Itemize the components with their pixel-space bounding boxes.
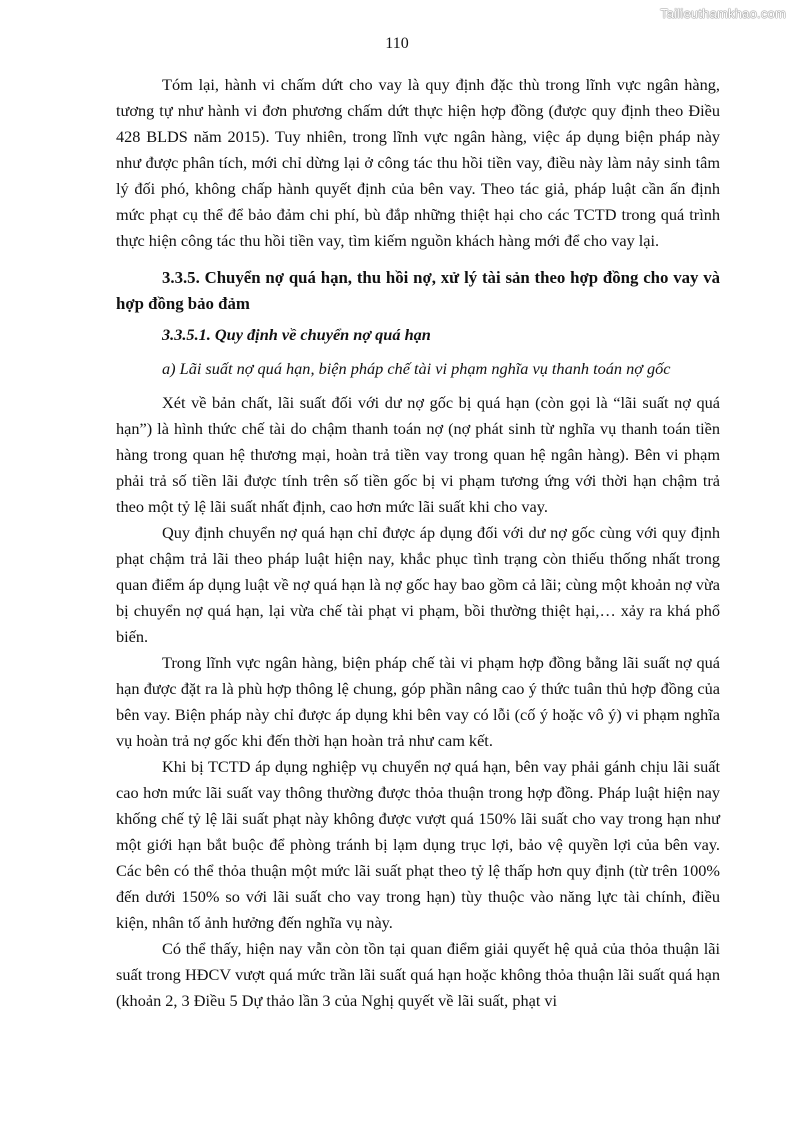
section-heading: 3.3.5. Chuyển nợ quá hạn, thu hồi nợ, xử lý tài sản theo hợp đồng cho vay và hợp đồng bảo đảm [116, 268, 720, 313]
paragraph: Xét về bản chất, lãi suất đối với dư nợ gốc bị quá hạn (còn gọi là “lãi suất nợ quá hạn”) là hình thức chế tài do chậm thanh toán nợ (nợ phát sinh từ nghĩa vụ thanh toán tiền hàng trong quan hệ thương mại, hoàn trả tiền vay trong quan hệ ngân hàng). Bên vi phạm phải trả số tiền lãi được tính trên số tiền gốc bị vi phạm tương ứng với thời hạn chậm trả theo một tỷ lệ lãi suất nhất định, cao hơn mức lãi suất khi cho vay. [116, 393, 720, 516]
item-heading: a) Lãi suất nợ quá hạn, biện pháp chế tài vi phạm nghĩa vụ thanh toán nợ gốc [162, 359, 671, 378]
paragraph: Trong lĩnh vực ngân hàng, biện pháp chế tài vi phạm hợp đồng bằng lãi suất nợ quá hạn được đặt ra là phù hợp thông lệ chung, góp phần nâng cao ý thức tuân thủ hợp đồng của bên vay. Biện pháp này chỉ được áp dụng khi bên vay có lỗi (cố ý hoặc vô ý) vi phạm nghĩa vụ hoàn trả nợ gốc khi đến thời hạn hoàn trả như cam kết. [116, 653, 720, 750]
document-body [116, 72, 720, 1014]
paragraph: Có thể thấy, hiện nay vẫn còn tồn tại quan điểm giải quyết hệ quả của thỏa thuận lãi suất trong HĐCV vượt quá mức trần lãi suất quá hạn hoặc không thỏa thuận lãi suất quá hạn (khoản 2, 3 Điều 5 Dự thảo lần 3 của Nghị quyết về lãi suất, phạt vi [116, 939, 720, 1010]
page-number: 110 [385, 35, 409, 52]
paragraph: Khi bị TCTD áp dụng nghiệp vụ chuyển nợ quá hạn, bên vay phải gánh chịu lãi suất cao hơn mức lãi suất vay thông thường được thỏa thuận trong hợp đồng. Pháp luật hiện nay khống chế tỷ lệ lãi suất phạt này không được vượt quá 150% lãi suất cho vay trong hạn như một giới hạn bắt buộc để phòng tránh bị lạm dụng trục lợi, bảo vệ quyền lợi của bên vay. Các bên có thể thỏa thuận một mức lãi suất phạt theo tỷ lệ thấp hơn quy định (từ trên 100% đến dưới 150% so với lãi suất cho vay trong hạn) tùy thuộc vào năng lực tài chính, điều kiện, nhân tố ảnh hưởng đến nghĩa vụ này. [116, 757, 720, 932]
watermark: Tailieuthamkhao.com [660, 6, 786, 21]
paragraph: Quy định chuyển nợ quá hạn chỉ được áp dụng đối với dư nợ gốc cùng với quy định phạt chậm trả lãi theo pháp luật hiện nay, khắc phục tình trạng còn thiếu thống nhất trong quan điểm áp dụng luật về nợ quá hạn là nợ gốc hay bao gồm cả lãi; cùng một khoản nợ vừa bị chuyển nợ quá hạn, lại vừa chế tài phạt vi phạm, bồi thường thiệt hại,… xảy ra khá phổ biến. [116, 523, 720, 646]
subsection-heading: 3.3.5.1. Quy định về chuyển nợ quá hạn [162, 325, 431, 344]
paragraph-intro: Tóm lại, hành vi chấm dứt cho vay là quy định đặc thù trong lĩnh vực ngân hàng, tương tự như hành vi đơn phương chấm dứt thực hiện hợp đồng (được quy định theo Điều 428 BLDS năm 2015). Tuy nhiên, trong lĩnh vực ngân hàng, việc áp dụng biện pháp này như được phân tích, mới chỉ dừng lại ở công tác thu hồi tiền vay, điều này làm nảy sinh tâm lý đối phó, không chấp hành quyết định của bên vay. Theo tác giả, pháp luật cần ấn định mức phạt cụ thể để bảo đảm chi phí, bù đắp những thiệt hại cho các TCTD trong quá trình thực hiện công tác thu hồi tiền vay, tìm kiếm nguồn khách hàng mới để cho vay lại. [116, 75, 720, 250]
